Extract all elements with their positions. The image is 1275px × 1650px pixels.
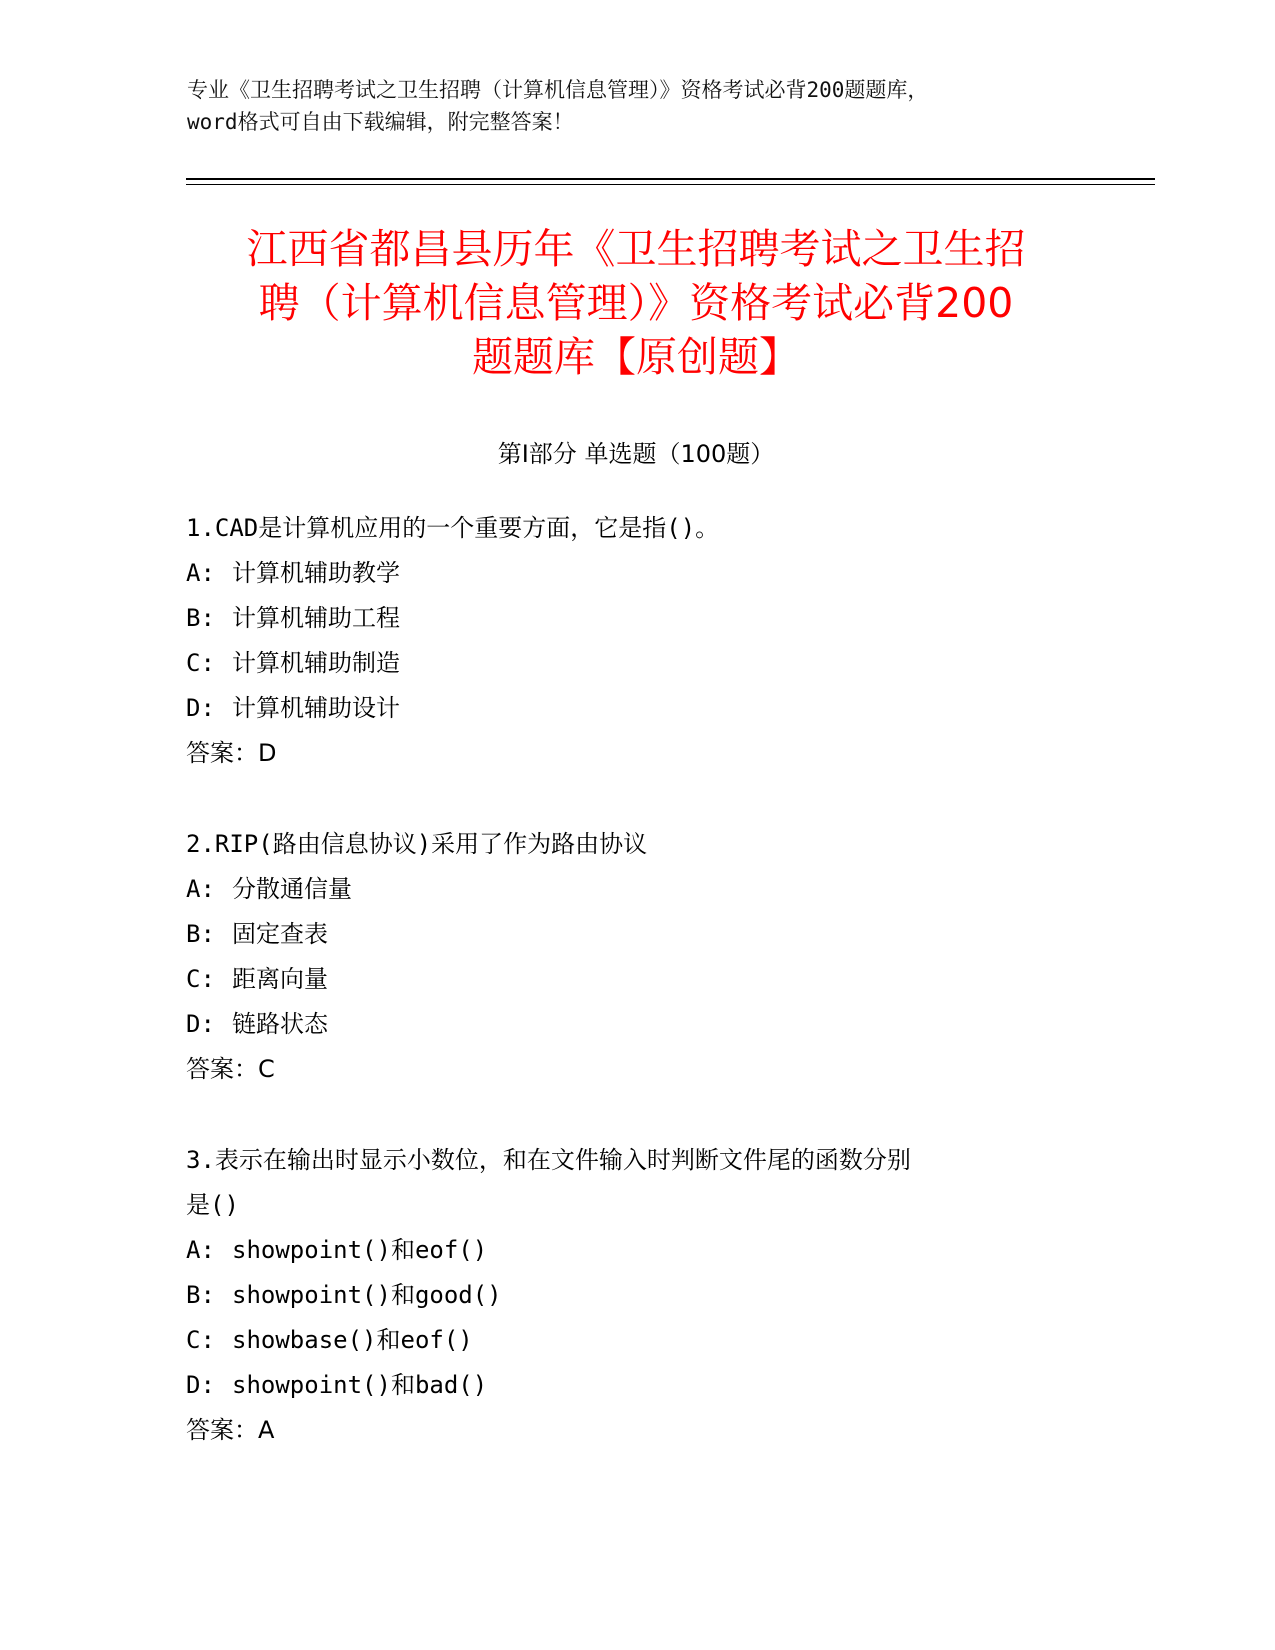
question-3 — [186, 1138, 1086, 1453]
option-a — [186, 551, 1086, 596]
option-letter: C: — [186, 649, 215, 677]
document-title-line-2: 聘（计算机信息管理）》资格考试必背200 — [258, 279, 1014, 327]
option-letter: A: — [186, 1236, 215, 1264]
option-letter: A: — [186, 875, 215, 903]
header-note — [187, 74, 1087, 138]
option-text: 计算机辅助设计 — [232, 694, 400, 722]
option-c — [186, 1318, 1086, 1363]
document-title — [186, 222, 1086, 384]
document-title-line-3: 题题库【原创题】 — [472, 333, 800, 381]
question-stem: 3.表示在输出时显示小数位，和在文件输入时判断文件尾的函数分别 — [186, 1146, 911, 1174]
question-1 — [186, 506, 1086, 776]
option-text: showpoint()和eof() — [232, 1236, 488, 1264]
option-letter: B: — [186, 604, 215, 632]
option-letter: D: — [186, 1010, 215, 1038]
option-letter: B: — [186, 920, 215, 948]
question-stem: 1.CAD是计算机应用的一个重要方面，它是指()。 — [186, 514, 720, 542]
question-stem: 2.RIP(路由信息协议)采用了作为路由协议 — [186, 830, 648, 858]
question-stem-continued: 是() — [186, 1191, 239, 1219]
option-b — [186, 1273, 1086, 1318]
option-letter: D: — [186, 694, 215, 722]
option-text: 固定查表 — [232, 920, 328, 948]
option-d — [186, 1002, 1086, 1047]
answer: 答案：A — [186, 1416, 275, 1444]
option-text: showpoint()和good() — [232, 1281, 502, 1309]
option-text: 计算机辅助制造 — [232, 649, 400, 677]
option-a — [186, 867, 1086, 912]
option-letter: C: — [186, 965, 215, 993]
option-letter: A: — [186, 559, 215, 587]
header-divider-thick — [186, 178, 1155, 180]
option-text: 计算机辅助工程 — [232, 604, 400, 632]
option-text: 距离向量 — [232, 965, 328, 993]
option-c — [186, 641, 1086, 686]
option-letter: C: — [186, 1326, 215, 1354]
question-2 — [186, 822, 1086, 1092]
header-divider-thin — [186, 184, 1155, 185]
option-text: 计算机辅助教学 — [232, 559, 400, 587]
answer: 答案：D — [186, 739, 277, 767]
header-note-line-1: 专业《卫生招聘考试之卫生招聘（计算机信息管理）》资格考试必背200题题库， — [187, 78, 929, 102]
option-b — [186, 912, 1086, 957]
section-title: 第I部分 单选题（100题） — [497, 440, 775, 468]
option-text: 分散通信量 — [232, 875, 352, 903]
option-b — [186, 596, 1086, 641]
document-title-line-1: 江西省都昌县历年《卫生招聘考试之卫生招 — [246, 225, 1026, 273]
option-letter: B: — [186, 1281, 215, 1309]
option-a — [186, 1228, 1086, 1273]
option-c — [186, 957, 1086, 1002]
option-letter: D: — [186, 1371, 215, 1399]
answer: 答案：C — [186, 1055, 275, 1083]
option-d — [186, 686, 1086, 731]
option-text: 链路状态 — [232, 1010, 328, 1038]
header-note-line-2: word格式可自由下载编辑，附完整答案！ — [187, 110, 574, 134]
option-text: showpoint()和bad() — [232, 1371, 488, 1399]
option-d — [186, 1363, 1086, 1408]
option-text: showbase()和eof() — [232, 1326, 473, 1354]
